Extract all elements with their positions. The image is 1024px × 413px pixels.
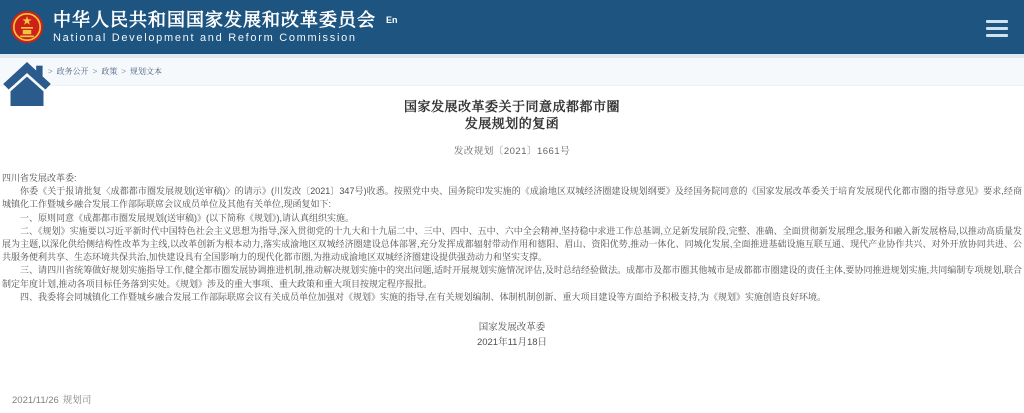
site-title-english: National Development and Reform Commission <box>53 32 357 44</box>
page-footer <box>12 392 95 406</box>
hamburger-bar <box>986 34 1008 37</box>
site-header <box>0 0 1024 58</box>
publish-department: 规划司 <box>62 395 92 406</box>
breadcrumb-item-zhengce[interactable]: 政策 <box>101 67 118 76</box>
signature-date: 2021年11月18日 <box>476 337 548 349</box>
signature-org: 国家发展改革委 <box>478 322 546 334</box>
breadcrumb <box>0 58 1024 86</box>
hamburger-menu-icon[interactable] <box>986 20 1008 37</box>
paragraph-4: 三、请四川省统筹做好规划实施指导工作,健全都市圈发展协调推进机制,推动解决规划实施中的突出问题,适时开展规划实施情况评估,及时总结经验做法。成都市及都市圈其他城市是成都都市圈建设的责任主体,要协同推进规划实施,共同编制专项规划,联合制定年度计划,推动各项目标任务落到实处。《规划》涉及的重大事项、重大政策和重大项目按规定程序报批。 <box>2 265 1022 289</box>
paragraph-5: 四、我委将会同城镇化工作暨城乡融合发展工作部际联席会议有关成员单位加强对《规划》实施的指导,在有关规划编制、体制机制创新、重大项目建设等方面给予积极支持,为《规划》实施创造良好环境。 <box>20 291 827 302</box>
national-emblem-logo[interactable] <box>10 10 44 44</box>
document-page <box>0 86 1024 350</box>
signature-block <box>0 320 1024 350</box>
breadcrumb-item-guihua-wenben[interactable]: 规划文本 <box>130 67 163 76</box>
breadcrumb-separator: > <box>121 67 127 76</box>
document-body-text <box>0 172 1024 304</box>
document-title-line2: 发展规划的复函 <box>464 116 560 131</box>
document-title <box>0 98 1024 132</box>
site-title-chinese: 中华人民共和国国家发展和改革委员会 <box>53 10 376 30</box>
publish-date: 2021/11/26 <box>12 395 59 406</box>
breadcrumb-separator: > <box>48 67 53 76</box>
breadcrumb-separator: > <box>92 67 98 76</box>
breadcrumb-item-zhengwu-gongkai[interactable]: 政务公开 <box>56 67 89 76</box>
salutation: 四川省发展改革委: <box>2 173 77 183</box>
paragraph-3: 二、《规划》实施要以习近平新时代中国特色社会主义思想为指导,深入贯彻党的十九大和十九届二中、三中、四中、五中、六中全会精神,坚持稳中求进工作总基调,立足新发展阶段,完整、准确、全面贯彻新发展理念,服务和融入新发展格局,以推动高质量发展为主题,以深化供给侧结构性改革为主线,以改革创新为根本动力,落实成渝地区双城经济圈建设总体部署,充分发挥成都辐射带动作用和德阳、眉山、资阳优势,推动一体化、同城化发展,全面推进基础设施互联互通、现代产业协作共兴、对外开放协同共进、公共服务便利共享、生态环境共保共治,加快建设具有全国影响力的现代化都市圈,为推动成渝地区双城经济圈建设提供强劲动力和坚实支撑。 <box>2 225 1022 263</box>
paragraph-2: 一、原则同意《成都都市圈发展规划(送审稿)》(以下简称《规划》),请认真组织实施。 <box>20 212 354 223</box>
hamburger-bar <box>986 27 1008 30</box>
document-title-line1: 国家发展改革委关于同意成都都市圈 <box>403 99 620 114</box>
hamburger-bar <box>986 20 1008 23</box>
language-toggle-en[interactable]: En <box>386 15 398 25</box>
document-number: 发改规划〔2021〕1661号 <box>453 146 571 157</box>
home-icon[interactable] <box>3 62 51 106</box>
paragraph-1: 你委《关于报请批复〈成都都市圈发展规划(送审稿)〉的请示》(川发改〔2021〕347号)收悉。按照党中央、国务院印发实施的《成渝地区双城经济圈建设规划纲要》及经国务院同意的《国家发展改革委关于培育发展现代化都市圈的指导意见》要求,经商城镇化工作暨城乡融合发展工作部际联席会议成员单位及其他有关单位,现函复如下: <box>2 186 1022 210</box>
site-title-block <box>53 10 376 44</box>
